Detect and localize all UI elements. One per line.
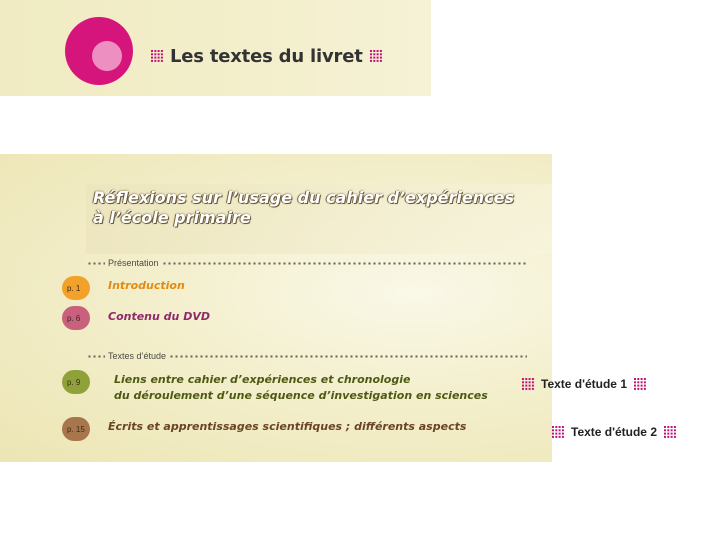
link-label: Texte d'étude 1 <box>541 377 627 391</box>
toc-entry-text-line1: Liens entre cahier d’expériences et chronologie <box>114 373 411 386</box>
toc-entry-text-line2: du déroulement d’une séquence d’investigation en sciences <box>114 389 488 402</box>
section-label: Textes d’étude <box>108 351 167 361</box>
toc-entry-text: Contenu du DVD <box>108 310 210 323</box>
page-badge <box>62 370 90 394</box>
dot-grid-icon <box>369 49 383 63</box>
header-banner <box>0 0 431 96</box>
page-number: p. 6 <box>67 313 81 323</box>
page-badge <box>62 417 90 441</box>
toc-entry-text: Écrits et apprentissages scientifiques ; différents aspects <box>108 420 467 433</box>
toc-entry-text <box>114 372 488 404</box>
toc-entry-introduction[interactable] <box>62 276 482 300</box>
dotted-rule <box>87 262 105 265</box>
page-badge <box>62 276 90 300</box>
logo-circle-icon <box>65 17 133 85</box>
panel-title-line2: à l’école primaire <box>93 208 251 227</box>
panel-title <box>93 188 533 228</box>
section-label: Présentation <box>108 258 159 268</box>
dot-grid-icon <box>521 377 535 391</box>
section-header-textes-etude <box>87 350 527 362</box>
dot-grid-icon <box>150 49 164 63</box>
section-header-presentation <box>87 257 527 269</box>
toc-entry-study1[interactable] <box>62 370 502 404</box>
toc-entry-text: Introduction <box>108 279 185 292</box>
page-title-text: Les textes du livret <box>170 45 363 67</box>
link-label: Texte d'étude 2 <box>571 425 657 439</box>
toc-entry-dvd[interactable] <box>62 306 482 330</box>
dotted-rule <box>87 355 105 358</box>
panel-title-line1: Réflexions sur l’usage du cahier d’expériences <box>93 188 514 207</box>
toc-entry-study2[interactable] <box>62 417 502 441</box>
dotted-rule <box>169 355 527 358</box>
dotted-rule <box>162 262 527 265</box>
dot-grid-icon <box>633 377 647 391</box>
dot-grid-icon <box>551 425 565 439</box>
contents-panel <box>0 154 552 462</box>
link-texte-etude-1[interactable] <box>521 377 647 391</box>
page-title <box>150 42 383 70</box>
page-number: p. 15 <box>67 424 85 434</box>
page-badge <box>62 306 90 330</box>
dot-grid-icon <box>663 425 677 439</box>
page-number: p. 9 <box>67 377 81 387</box>
link-texte-etude-2[interactable] <box>551 425 677 439</box>
page-number: p. 1 <box>67 283 81 293</box>
